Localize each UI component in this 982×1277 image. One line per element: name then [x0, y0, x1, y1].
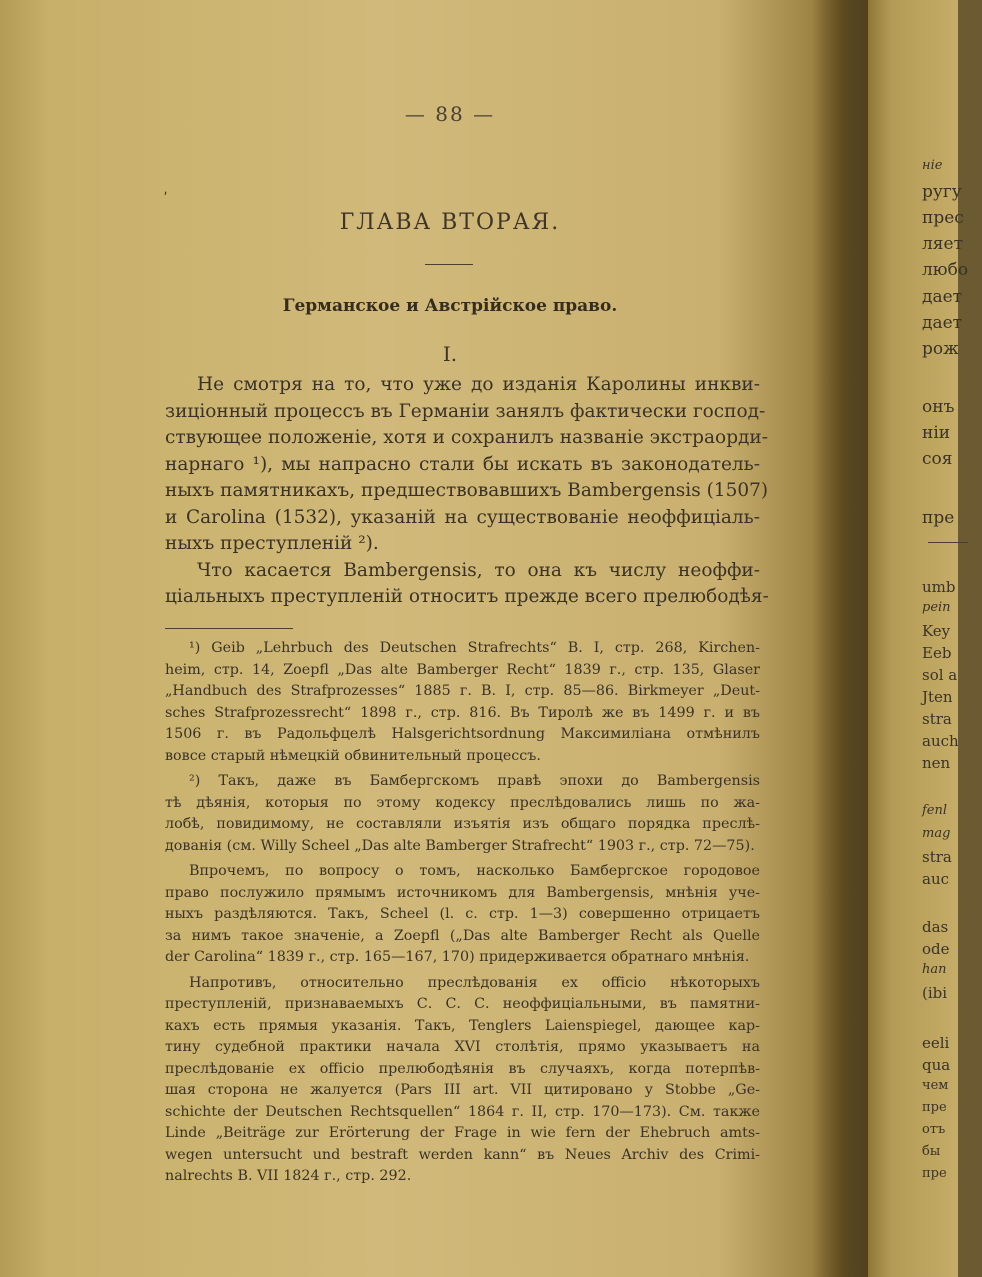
page-number: — 88 —	[404, 102, 496, 126]
footnote-line: ¹) Geib „Lehrbuch des Deutschen Strafrechts“ B. I, стр. 268, Kirchen-	[189, 640, 760, 656]
right-page-divider	[928, 542, 968, 543]
right-fragment: дает	[922, 313, 963, 333]
body-line: ствующее положеніе, хотя и сохранилъ названіе экстраорди-	[165, 427, 769, 448]
footnote-line: преступленій, признаваемыхъ С. С. С. неоффиціальными, въ памятни-	[165, 996, 760, 1012]
right-fragment: umb	[922, 578, 956, 596]
chapter-title: ГЛАВА ВТОРАЯ.	[339, 210, 561, 235]
footnote-line: 1506 г. въ Радольфцелѣ Halsgerichtsordnung Максимиліана отмѣнилъ	[165, 726, 760, 742]
footnotes	[165, 638, 760, 1188]
footnote-line: тину судебной практики начала XVI столѣтія, прямо указываетъ на	[165, 1039, 760, 1055]
footnote-line: nalrechts B. VII 1824 г., стр. 292.	[165, 1168, 412, 1184]
footnote-line: Linde „Beiträge zur Erörterung der Frage in wie fern der Ehebruch amts-	[165, 1125, 760, 1141]
section-title: Германское и Австрійское право.	[282, 296, 618, 316]
footnote-line: sches Strafprozessrecht“ 1898 г., стр. 816. Въ Тиролѣ же въ 1499 г. и въ	[165, 704, 760, 721]
title-divider	[425, 264, 473, 265]
right-fragment: han	[922, 962, 947, 977]
right-fragment: соя	[922, 449, 953, 469]
footnote-line: wegen untersucht und bestraft werden kann“ въ Neues Archiv des Crimi-	[165, 1146, 760, 1163]
body-line: ныхъ преступленій ²).	[165, 533, 379, 554]
right-fragment: sol a	[922, 666, 958, 684]
footnote-line: „Handbuch des Strafprozesses“ 1885 г. B. I, стр. 85—86. Birkmeyer „Deut-	[165, 683, 760, 699]
right-fragment: stra	[922, 710, 952, 728]
right-fragment: ode	[922, 940, 950, 958]
right-fragment: auc	[922, 870, 950, 888]
body-line: ныхъ памятникахъ, предшествовавшихъ Bambergensis (1507)	[165, 480, 769, 501]
footnote-line: дованія (см. Willy Scheel „Das alte Bamberger Strafrecht“ 1903 г., стр. 72—75).	[165, 837, 755, 854]
section-number: I.	[442, 342, 458, 366]
footnote-line: Напротивъ, относительно преслѣдованія ex officio нѣкоторыхъ	[189, 974, 760, 991]
book-gutter	[812, 0, 872, 1277]
right-fragment: пре	[922, 508, 955, 528]
body-line: нарнаго ¹), мы напрасно стали бы искать въ законодатель-	[165, 453, 760, 475]
right-fragment: eeli	[922, 1034, 950, 1052]
right-fragment: пре	[922, 1100, 947, 1115]
right-fragment: бы	[922, 1144, 941, 1159]
right-fragment: mag	[922, 826, 951, 841]
body-line: ціальныхъ преступленій относитъ прежде всего прелюбодѣя-	[165, 586, 769, 607]
footnote-line: heim, стр. 14, Zoepfl „Das alte Bamberger Recht“ 1839 г., стр. 135, Glaser	[165, 661, 760, 678]
footnote-line: ²) Такъ, даже въ Бамбергскомъ правѣ эпохи до Bambergensis	[189, 773, 760, 789]
footnote-line: schichte der Deutschen Rechtsquellen“ 1864 г. II, стр. 170—173). См. также	[165, 1103, 760, 1120]
right-fragment: (ibi	[922, 984, 948, 1002]
right-fragment: чем	[922, 1078, 949, 1093]
footnote-divider	[165, 628, 293, 629]
right-fragment: рож	[922, 339, 959, 359]
right-fragment: пре	[922, 1166, 947, 1181]
right-fragment: Eeb	[922, 644, 952, 662]
right-fragment: qua	[922, 1056, 951, 1074]
right-fragment: ляет	[922, 234, 963, 254]
right-fragment: pein	[922, 600, 951, 615]
right-fragment: онъ	[922, 397, 955, 417]
right-fragment: любо	[922, 260, 969, 280]
footnote-line: шая сторона не жалуется (Pars III art. VII цитировано у Stobbe „Ge-	[165, 1082, 760, 1098]
right-fragment: нiи	[922, 423, 951, 443]
right-fragment: stra	[922, 848, 952, 866]
footnote-line: вовсе старый нѣмецкій обвинительный процессъ.	[165, 747, 541, 764]
footnote-line: der Carolina“ 1839 г., стр. 165—167, 170) придерживается обратнаго мнѣнія.	[165, 949, 750, 965]
footnote-line: преслѣдованіе ex officio прелюбодѣянія въ случаяхъ, когда потерпѣв-	[165, 1060, 760, 1077]
footnote-line: за нимъ такое значеніе, а Zoepfl („Das alte Bamberger Recht als Quelle	[165, 927, 760, 944]
right-fragment: Jten	[922, 688, 953, 706]
right-fragment: auch	[922, 732, 959, 750]
right-fragment: fenl	[922, 803, 948, 818]
right-fragment: отъ	[922, 1122, 946, 1137]
right-fragment: Key	[922, 622, 951, 640]
ink-mark: ʼ	[162, 189, 171, 207]
right-fragment: прес	[922, 208, 964, 228]
right-fragment: ніе	[922, 158, 943, 173]
body-line: зиціонный процессъ въ Германіи занялъ фактически господ-	[165, 400, 766, 422]
body-line: Не смотря на то, что уже до изданія Каролины инкви-	[197, 374, 760, 395]
footnote-line: ныхъ раздѣляются. Такъ, Scheel (l. c. стр. 1—3) совершенно отрицаетъ	[165, 906, 760, 922]
footnote-line: лобѣ, повидимому, не составляли изъятія изъ общаго порядка преслѣ-	[165, 816, 760, 832]
right-fragment: ругу	[922, 182, 962, 202]
footnote-line: кахъ есть прямыя указанія. Такъ, Tenglers Laienspiegel, дающее кар-	[165, 1017, 760, 1034]
footnote-line: право послужило прямымъ источникомъ для Bambergensis, мнѣнія уче-	[165, 884, 760, 901]
right-fragment: дает	[922, 287, 963, 307]
body-line: Что касается Bambergensis, то она къ числу неоффи-	[197, 559, 760, 581]
right-fragment: das	[922, 918, 949, 936]
body-text	[165, 372, 769, 611]
right-fragment: nen	[922, 754, 951, 772]
footnote-line: тѣ дѣянія, которыя по этому кодексу преслѣдовались лишь по жа-	[165, 794, 760, 811]
body-line: и Carolina (1532), указаній на существованіе неоффиціаль-	[165, 506, 760, 528]
footnote-line: Впрочемъ, по вопросу о томъ, насколько Бамбергское городовое	[189, 863, 760, 879]
